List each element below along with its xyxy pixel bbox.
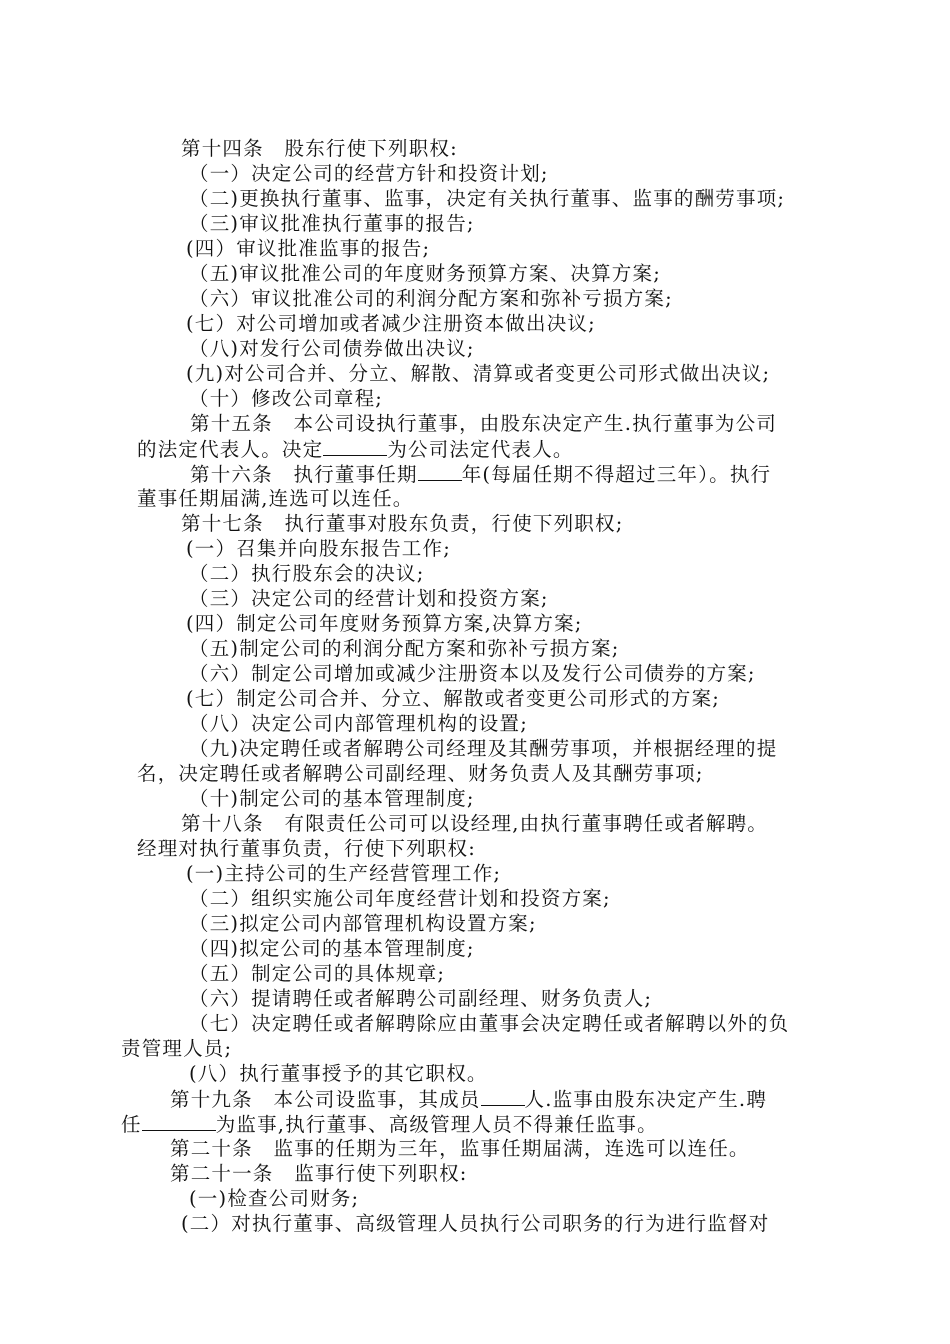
legal-representative-blank — [323, 437, 387, 456]
article-18-item-5: （五）制定公司的具体规章; — [189, 962, 446, 985]
article-18-line-1: 第十八条 有限责任公司可以设经理,由执行董事聘任或者解聘。 — [181, 812, 768, 835]
article-20: 第二十条 监事的任期为三年，监事任期届满，连选可以连任。 — [170, 1137, 750, 1160]
article-17-item-1: (一）召集并向股东报告工作; — [186, 537, 451, 560]
article-16-line-2: 董事任期届满,连选可以连任。 — [137, 487, 414, 510]
article-14-item-2: （二)更换执行董事、监事，决定有关执行董事、监事的酬劳事项; — [189, 187, 786, 210]
article-19-text-b: 人.监事由股东决定产生.聘 — [524, 1088, 768, 1111]
article-16-text-b: 年(每届任期不得超过三年）。执行 — [461, 463, 772, 486]
article-19-line-2 — [121, 1112, 658, 1137]
article-14-heading: 第十四条 股东行使下列职权: — [181, 137, 458, 160]
article-17-item-7: (七）制定公司合并、分立、解散或者变更公司形式的方案; — [186, 687, 721, 710]
article-18-line-2: 经理对执行董事负责，行使下列职权: — [137, 837, 476, 860]
article-19-text-a: 第十九条 本公司设监事，其成员 — [170, 1088, 481, 1111]
article-18-item-3: （三)拟定公司内部管理机构设置方案; — [189, 912, 537, 935]
article-18-item-7: （七）决定聘任或者解聘除应由董事会决定聘任或者解聘以外的负 — [189, 1012, 790, 1035]
article-17-item-5: （五)制定公司的利润分配方案和弥补亏损方案; — [189, 637, 620, 660]
article-16-text-a: 第十六条 执行董事任期 — [190, 463, 418, 486]
article-18-item-1: (一)主持公司的生产经营管理工作; — [186, 862, 502, 885]
article-14-item-3: （三)审议批准执行董事的报告; — [189, 212, 475, 235]
article-18-item-4: （四)拟定公司的基本管理制度; — [189, 937, 475, 960]
article-14-item-9: (九)对公司合并、分立、解散、清算或者变更公司形式做出决议; — [186, 362, 771, 385]
article-14-item-1: （一）决定公司的经营方针和投资计划; — [189, 162, 549, 185]
article-21-item-1: (一)检查公司财务; — [189, 1187, 360, 1210]
article-17-item-3: （三）决定公司的经营计划和投资方案; — [189, 587, 549, 610]
article-18-item-6: （六）提请聘任或者解聘公司副经理、财务负责人; — [189, 987, 653, 1010]
article-21-heading: 第二十一条 监事行使下列职权: — [170, 1162, 468, 1185]
term-years-blank — [418, 462, 462, 481]
article-17-item-10: （十)制定公司的基本管理制度; — [189, 787, 475, 810]
article-17-item-2: （二）执行股东会的决议; — [189, 562, 425, 585]
article-17-item-8: （八）决定公司内部管理机构的设置; — [189, 712, 528, 735]
article-21-item-2: (二）对执行董事、高级管理人员执行公司职务的行为进行监督对 — [181, 1212, 770, 1235]
article-17-item-9-cont: 名，决定聘任或者解聘公司副经理、财务负责人及其酬劳事项; — [137, 762, 704, 785]
article-19-line-1 — [170, 1087, 767, 1112]
article-17-item-9: （九)决定聘任或者解聘公司经理及其酬劳事项，并根据经理的提 — [189, 737, 778, 760]
article-17-heading: 第十七条 执行董事对股东负责，行使下列职权; — [181, 512, 624, 535]
article-16-line-1 — [190, 462, 771, 487]
article-14-item-7: (七）对公司增加或者减少注册资本做出决议; — [186, 312, 596, 335]
article-18-item-8: (八）执行董事授予的其它职权。 — [189, 1062, 488, 1085]
article-15-text-b: 为公司法定代表人。 — [387, 438, 574, 461]
article-15-line-2 — [137, 437, 574, 462]
article-15-line-1: 第十五条 本公司设执行董事，由股东决定产生.执行董事为公司 — [190, 412, 777, 435]
article-14-item-10: （十）修改公司章程; — [189, 387, 384, 410]
article-19-text-c: 任 — [121, 1113, 142, 1136]
article-17-item-4: (四）制定公司年度财务预算方案,决算方案; — [186, 612, 583, 635]
supervisor-name-blank — [142, 1112, 216, 1131]
article-18-item-2: （二）组织实施公司年度经营计划和投资方案; — [189, 887, 611, 910]
supervisor-count-blank — [481, 1087, 525, 1106]
article-18-item-7-cont: 责管理人员; — [121, 1037, 233, 1060]
article-14-item-8: （八)对发行公司债券做出决议; — [189, 337, 475, 360]
article-14-item-6: （六）审议批准公司的利润分配方案和弥补亏损方案; — [189, 287, 673, 310]
article-17-item-6: （六）制定公司增加或减少注册资本以及发行公司债券的方案; — [189, 662, 756, 685]
article-14-item-5: （五)审议批准公司的年度财务预算方案、决算方案; — [189, 262, 661, 285]
article-19-text-d: 为监事,执行董事、高级管理人员不得兼任监事。 — [215, 1113, 658, 1136]
article-14-item-4: (四）审议批准监事的报告; — [186, 237, 431, 260]
article-15-text-a: 的法定代表人。决定 — [137, 438, 324, 461]
